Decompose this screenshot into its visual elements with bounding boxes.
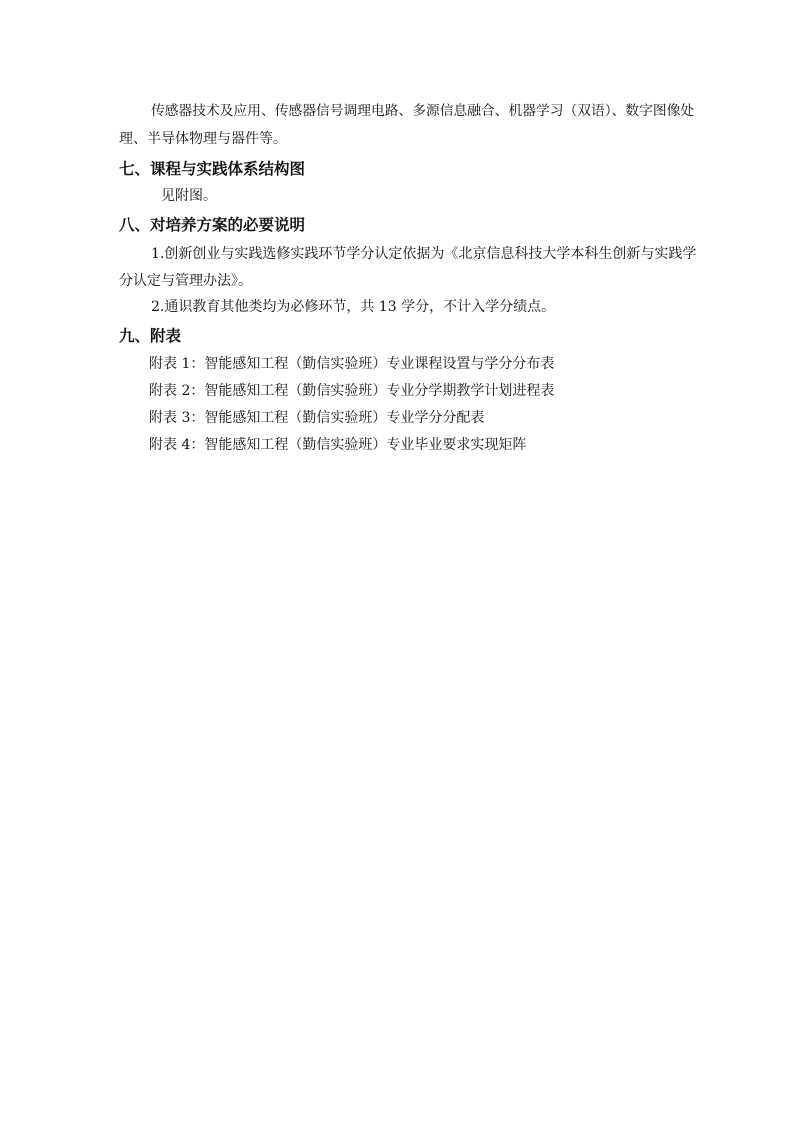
section-7-text: 见附图。 bbox=[161, 188, 217, 204]
note-1-line-2: 分认定与管理办法》。 bbox=[119, 273, 252, 289]
appendix-item: 附表 3：智能感知工程（勤信实验班）专业学分分配表 bbox=[149, 410, 485, 426]
appendix-item: 附表 4：智能感知工程（勤信实验班）专业毕业要求实现矩阵 bbox=[149, 437, 527, 453]
note-2: 2.通识教育其他类均为必修环节，共 13 学分，不计入学分绩点。 bbox=[151, 299, 556, 315]
section-7-heading: 七、课程与实践体系结构图 bbox=[119, 160, 306, 178]
appendix-item: 附表 2：智能感知工程（勤信实验班）专业分学期教学计划进程表 bbox=[149, 383, 555, 399]
course-list-line-1: 传感器技术及应用、传感器信号调理电路、多源信息融合、机器学习（双语）、数字图像处 bbox=[151, 103, 695, 119]
section-9-heading: 九、附表 bbox=[119, 327, 182, 345]
note-1-line-1: 1.创新创业与实践选修实践环节学分认定依据为《北京信息科技大学本科生创新与实践学 bbox=[151, 246, 697, 262]
course-list-line-2: 理、半导体物理与器件等。 bbox=[119, 131, 287, 147]
section-8-heading: 八、对培养方案的必要说明 bbox=[119, 216, 306, 234]
appendix-item: 附表 1：智能感知工程（勤信实验班）专业课程设置与学分分布表 bbox=[149, 356, 555, 372]
